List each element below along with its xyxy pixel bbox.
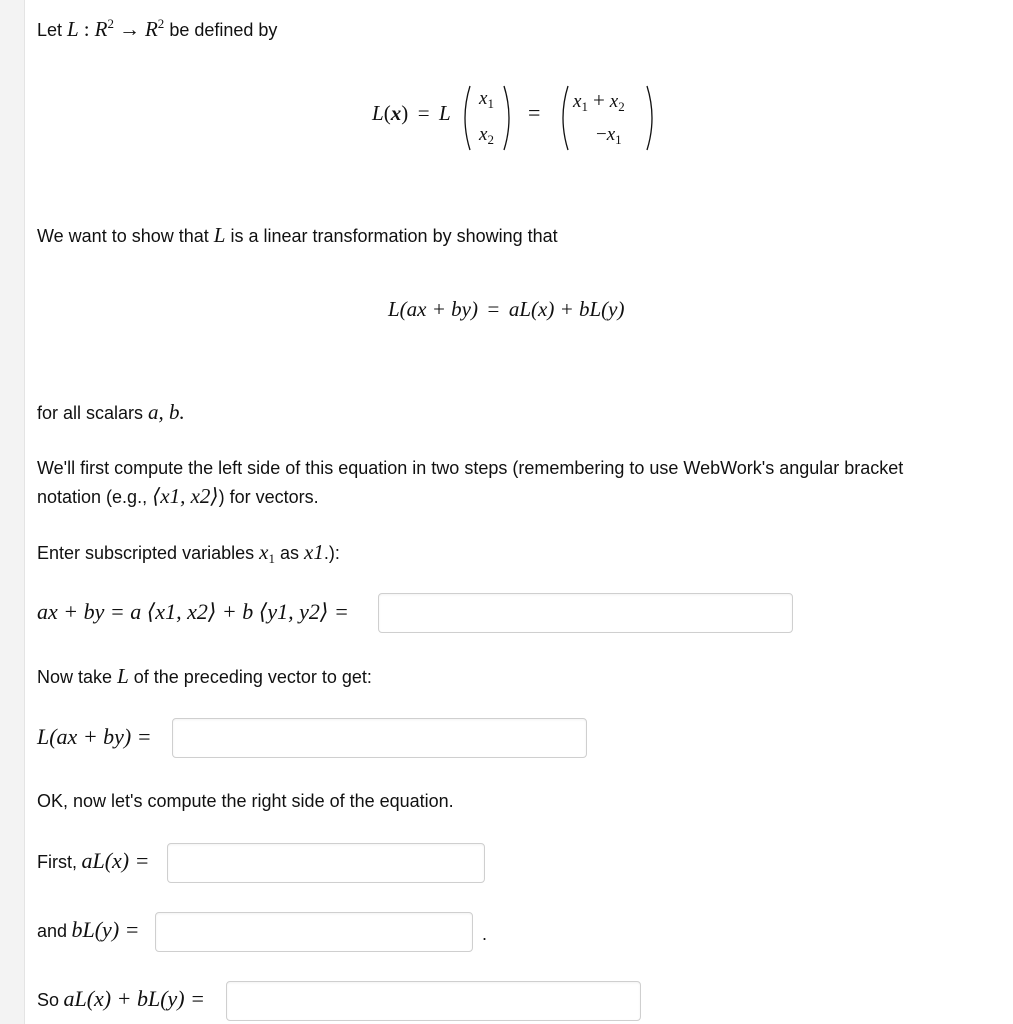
step2-label: L(ax + by) = — [37, 724, 152, 749]
domain-exp: 2 — [107, 16, 114, 31]
step2-answer-input[interactable] — [172, 718, 587, 758]
instructions-line2-before: notation (e.g., — [37, 487, 148, 507]
step3-prefix: First, — [37, 852, 77, 872]
subscript-var: x — [259, 540, 269, 564]
step3-answer-input[interactable] — [167, 843, 485, 883]
input-top: $x_1$ — [479, 88, 494, 111]
step1-label: ax + by = a ⟨x1, x2⟩ + b ⟨y1, y2⟩ = — [37, 599, 349, 624]
step4-answer-input[interactable] — [155, 912, 473, 952]
subscript-note-before: Enter subscripted variables — [37, 543, 255, 563]
step1-answer-input[interactable] — [378, 593, 793, 633]
input-bottom: $x_2$ — [479, 124, 494, 147]
map-symbol: L — [67, 17, 79, 41]
def-eq1: = — [417, 101, 430, 125]
linearity-lhs: L(ax + by) — [388, 297, 478, 321]
intro-line — [37, 10, 277, 44]
right-paren-output — [645, 84, 659, 152]
scalars-line — [37, 398, 185, 427]
domain: R — [94, 17, 108, 41]
step4-prefix: and — [37, 921, 68, 941]
step2-intro-symbol: L — [117, 664, 129, 688]
step4-trailing: . — [482, 924, 488, 944]
def-lhs-arg: x — [390, 101, 402, 125]
left-paren-input — [458, 84, 472, 152]
linearity-rhs: aL(x) + bL(y) — [508, 297, 625, 321]
codomain: R — [144, 17, 158, 41]
step3-label-group — [37, 848, 149, 876]
output-bottom: $-x_1$ — [596, 124, 622, 147]
statement-symbol: L — [213, 223, 226, 247]
step3-intro: OK, now let's compute the right side of the equation. — [37, 791, 454, 811]
scalars-vars: a, b. — [148, 400, 185, 424]
step5-label: aL(x) + bL(y) = — [63, 986, 205, 1011]
step4-label-group — [37, 917, 140, 945]
colon: : — [83, 17, 90, 41]
step5-answer-input[interactable] — [226, 981, 641, 1021]
def-eq2: = — [528, 100, 541, 125]
right-paren-input — [502, 84, 516, 152]
arrow: → — [118, 17, 140, 41]
instructions-line2-after: ) for vectors. — [218, 487, 319, 507]
step4-label: bL(y) = — [71, 917, 140, 942]
output-top: $x_1 + x_2$ — [573, 88, 625, 114]
step3-label: aL(x) = — [81, 848, 150, 873]
intro-prefix: Let — [37, 20, 63, 40]
scalars-text: for all scalars — [37, 403, 144, 423]
subscript-as-var: x1 — [304, 540, 324, 564]
step2-intro-before: Now take — [37, 667, 113, 687]
left-paren-output — [556, 84, 570, 152]
def-lhs-L: L — [372, 101, 384, 125]
instructions-line1: We'll first compute the left side of this equation in two steps (remembering to use WebWork's angular bracket — [37, 458, 904, 478]
step2-intro-after: of the preceding vector to get: — [133, 667, 372, 687]
statement-before: We want to show that — [37, 226, 209, 246]
step5-label-group — [37, 986, 205, 1014]
instructions-line2 — [37, 482, 319, 511]
subscript-note-after: .): — [323, 543, 340, 563]
step5-prefix: So — [37, 990, 60, 1010]
def-lhs: L(x) = L — [372, 101, 451, 125]
step2-intro — [37, 662, 372, 691]
statement-line — [37, 221, 558, 250]
linearity-equation — [388, 296, 624, 322]
subscript-as: as — [279, 543, 299, 563]
subscript-var-sub: 1 — [268, 551, 275, 566]
bracket-example: ⟨x1, x2⟩ — [152, 484, 219, 508]
def-L: L — [439, 101, 451, 125]
subscript-note — [37, 538, 340, 573]
intro-suffix: be defined by — [169, 20, 278, 40]
statement-after: is a linear transformation by showing that — [230, 226, 558, 246]
codomain-exp: 2 — [157, 16, 165, 31]
linearity-equals: = — [487, 297, 500, 321]
